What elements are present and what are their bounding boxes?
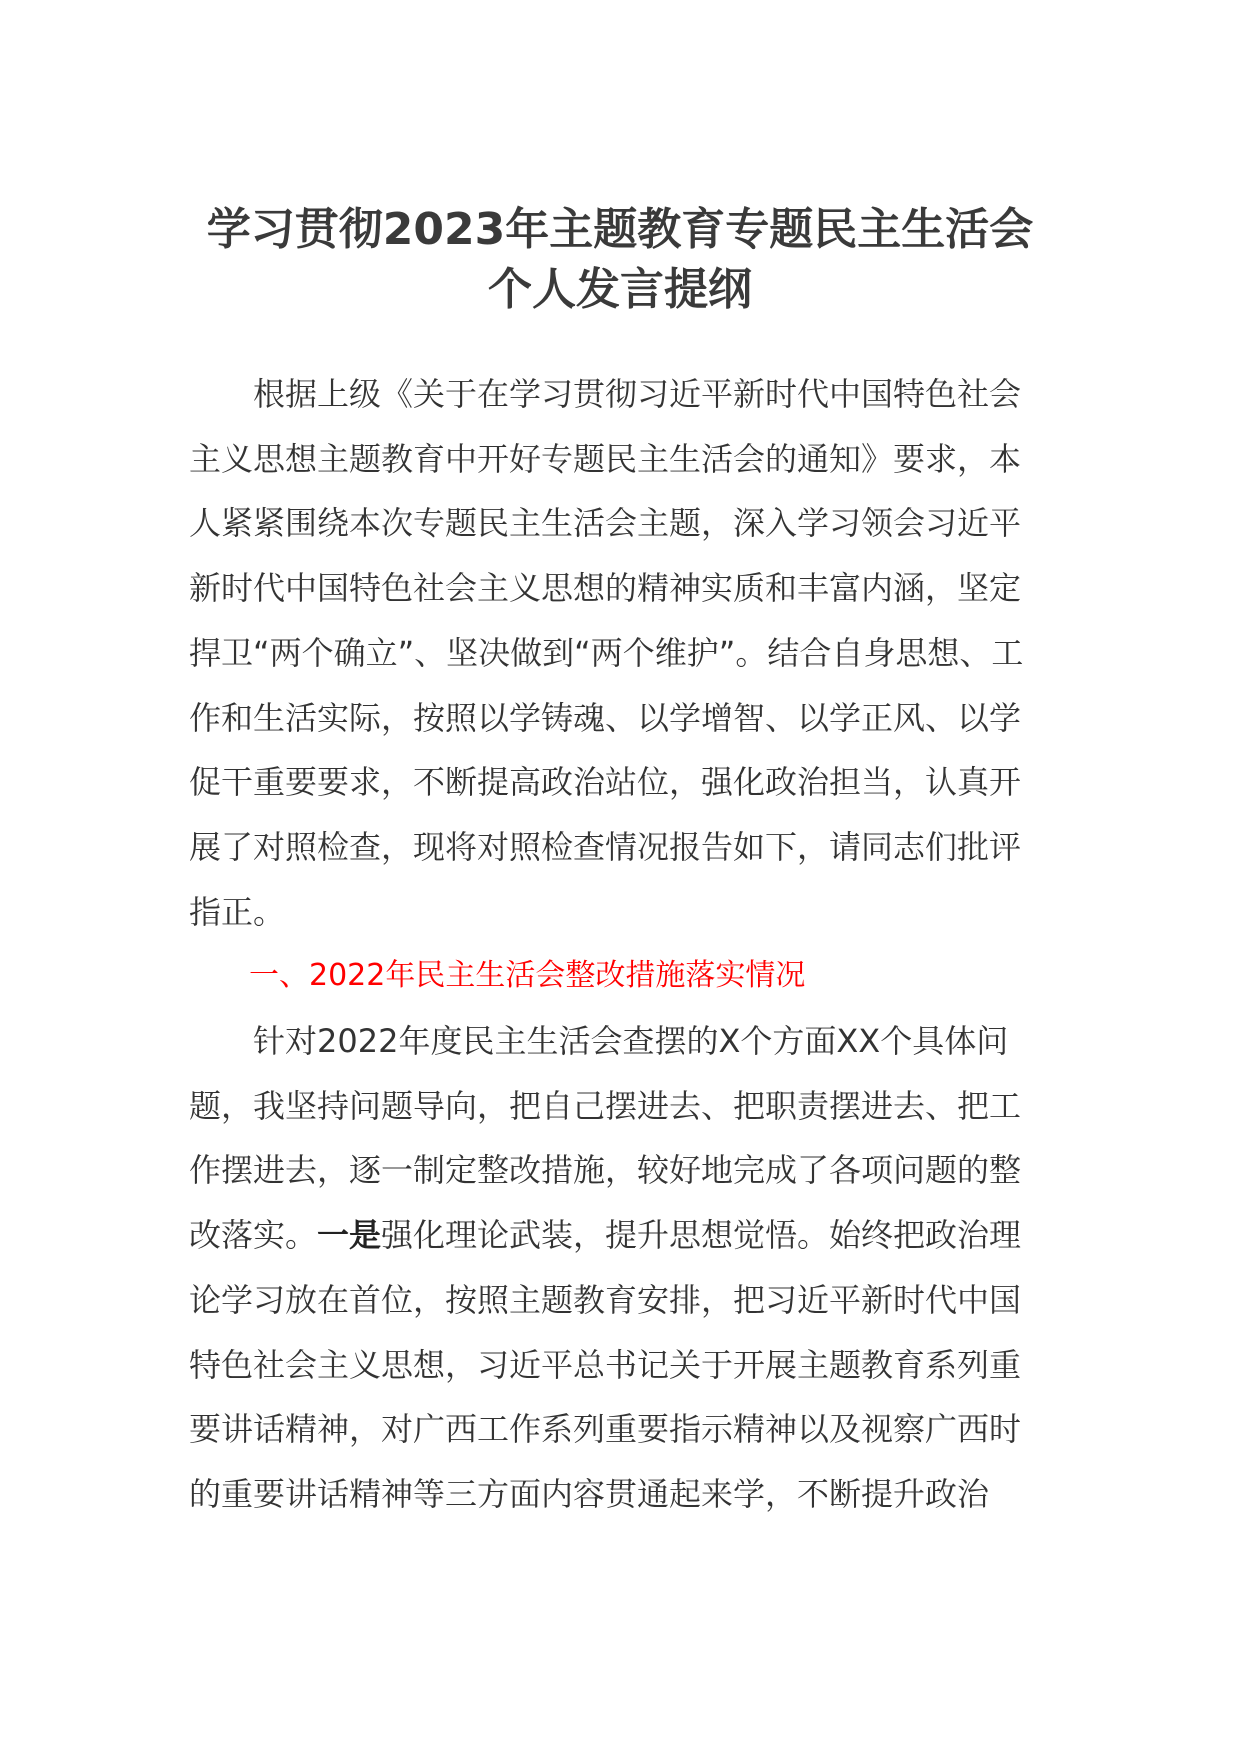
section-1-paragraph (189, 1009, 1049, 1527)
document-title-line-1: 学习贯彻2023年主题教育专题民主生活会 (206, 204, 1034, 255)
section-1-paragraph-part-2: 强化理论武装，提升思想觉悟。始终把政治理论学习放在首位，按照主题教育安排，把习近平新时代中国特色社会主义思想，习近平总书记关于开展主题教育系列重要讲话精神，对广西工作系列重要指示精神以及视察广西时的重要讲话精神等三方面内容贯通起来学，不断提升政治 (189, 1216, 1022, 1513)
document-body (189, 362, 1049, 1527)
intro-paragraph: 根据上级《关于在学习贯彻习近平新时代中国特色社会主义思想主题教育中开好专题民主生活会的通知》要求，本人紧紧围绕本次专题民主生活会主题，深入学习领会习近平新时代中国特色社会主义思想的精神实质和丰富内涵，坚定捍卫“两个确立”、坚决做到“两个维护”。结合自身思想、工作和生活实际，按照以学铸魂、以学增智、以学正风、以学促干重要要求，不断提高政治站位，强化政治担当，认真开展了对照检查，现将对照检查情况报告如下，请同志们批评指正。 (189, 375, 1024, 931)
section-heading-1: 一、2022年民主生活会整改措施落实情况 (249, 958, 806, 994)
section-1-paragraph-part-1: 针对2022年度民主生活会查摆的X个方面XX个具体问题，我坚持问题导向，把自己摆进去、把职责摆进去、把工作摆进去，逐一制定整改措施，较好地完成了各项问题的整改落实。 (189, 1022, 1022, 1255)
section-1-bold-marker: 一是 (317, 1216, 382, 1255)
document-title-line-2: 个人发言提纲 (488, 264, 752, 315)
